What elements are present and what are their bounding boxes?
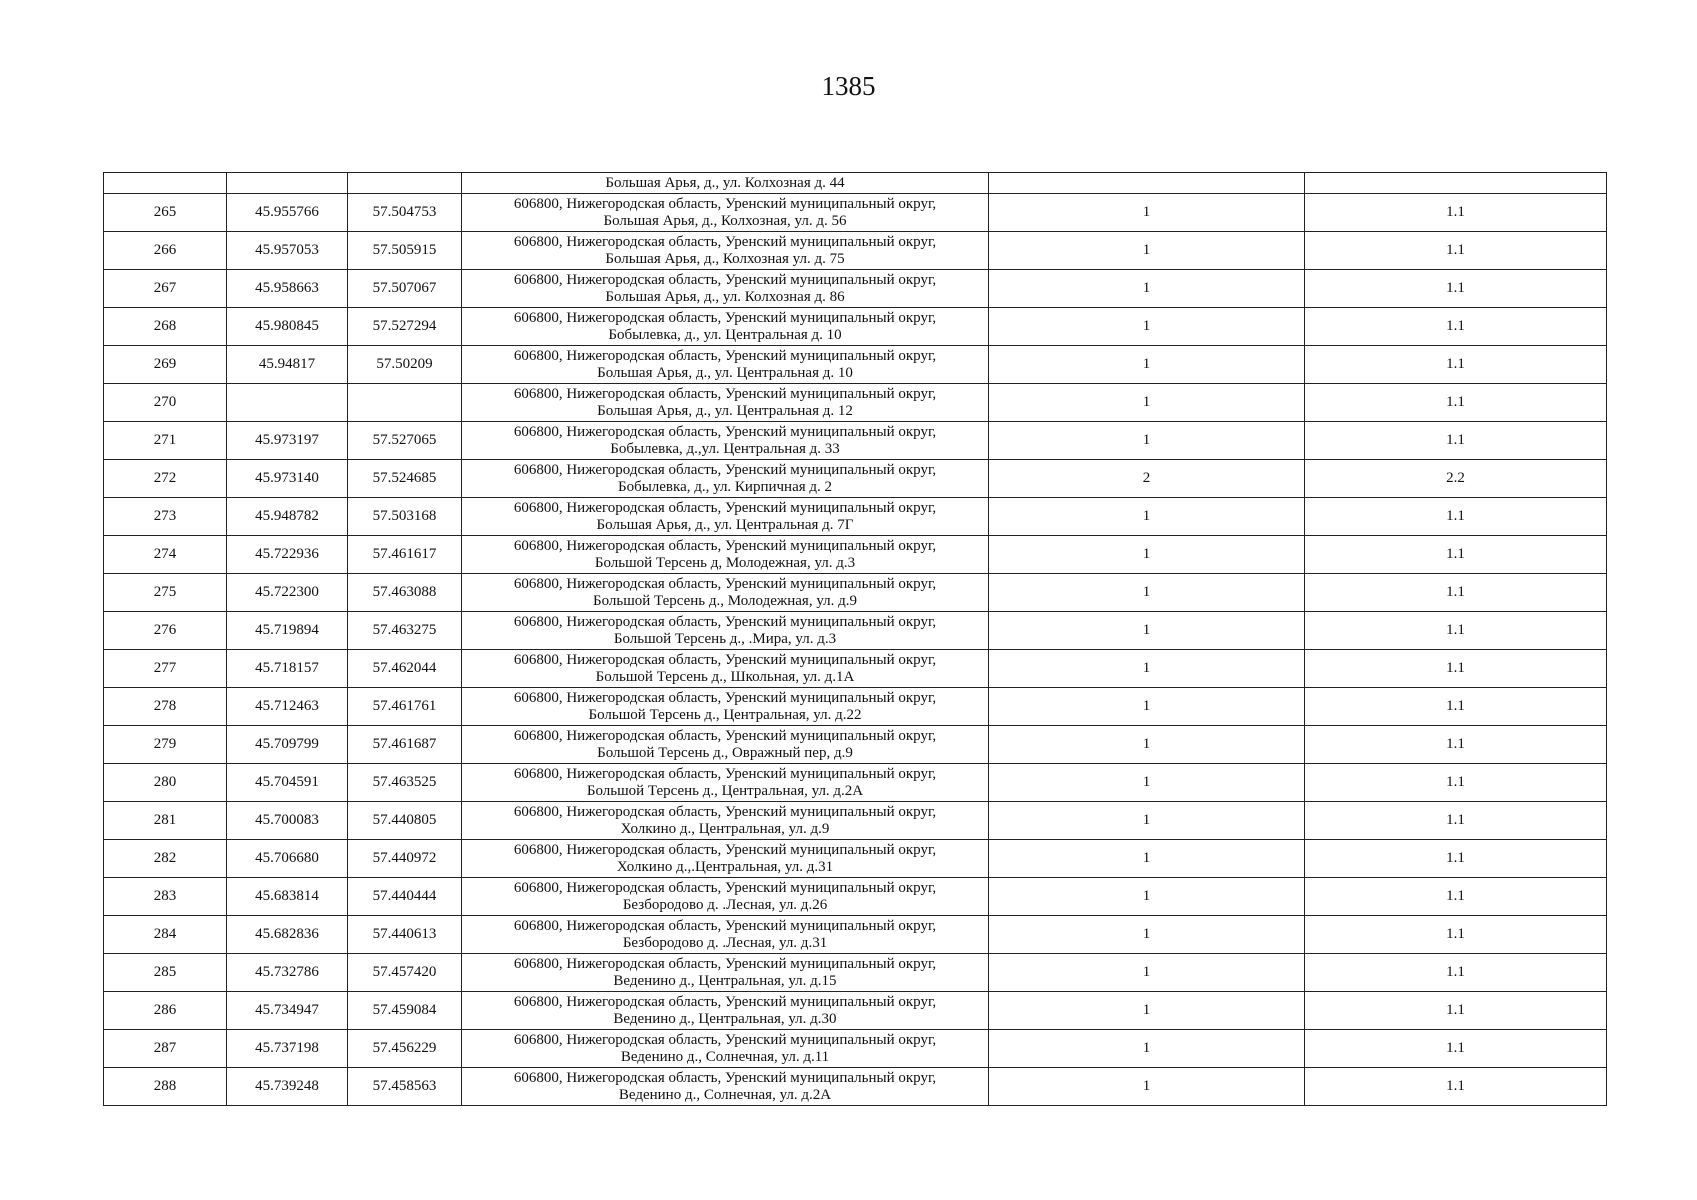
cell-container-volume: 1.1 bbox=[1305, 270, 1607, 308]
cell-address bbox=[462, 173, 989, 194]
address-line: Большая Арья, д., ул. Центральная д. 10 bbox=[597, 364, 853, 381]
cell-address bbox=[462, 194, 989, 232]
address-line: 606800, Нижегородская область, Уренский муниципальный округ, bbox=[513, 841, 937, 858]
cell-container-volume: 1.1 bbox=[1305, 232, 1607, 270]
cell-address bbox=[462, 574, 989, 612]
cell-container-count: 1 bbox=[989, 612, 1305, 650]
cell-latitude bbox=[348, 173, 462, 194]
cell-number: 285 bbox=[104, 954, 227, 992]
cell-latitude: 57.458563 bbox=[348, 1068, 462, 1106]
cell-container-count: 1 bbox=[989, 498, 1305, 536]
cell-longitude: 45.734947 bbox=[227, 992, 348, 1030]
cell-number bbox=[104, 173, 227, 194]
table-row bbox=[104, 650, 1607, 688]
cell-number: 279 bbox=[104, 726, 227, 764]
cell-container-volume bbox=[1305, 173, 1607, 194]
address-line: Веденино д., Центральная, ул. д.30 bbox=[613, 1010, 837, 1027]
cell-address bbox=[462, 460, 989, 498]
cell-container-count: 2 bbox=[989, 460, 1305, 498]
cell-container-volume: 1.1 bbox=[1305, 802, 1607, 840]
cell-longitude: 45.712463 bbox=[227, 688, 348, 726]
cell-number: 282 bbox=[104, 840, 227, 878]
address-line: Большой Терсень д., Овражный пер, д.9 bbox=[597, 744, 853, 761]
cell-latitude bbox=[348, 384, 462, 422]
cell-longitude: 45.706680 bbox=[227, 840, 348, 878]
cell-latitude: 57.461617 bbox=[348, 536, 462, 574]
cell-container-count bbox=[989, 173, 1305, 194]
cell-latitude: 57.440613 bbox=[348, 916, 462, 954]
cell-address bbox=[462, 688, 989, 726]
table-row bbox=[104, 384, 1607, 422]
cell-address bbox=[462, 536, 989, 574]
address-line: Большая Арья, д., ул. Колхозная д. 44 bbox=[605, 174, 845, 191]
address-line: 606800, Нижегородская область, Уренский муниципальный округ, bbox=[513, 499, 937, 516]
address-line: Безбородово д. .Лесная, ул. д.26 bbox=[622, 896, 828, 913]
address-line: 606800, Нижегородская область, Уренский муниципальный округ, bbox=[513, 461, 937, 478]
cell-number: 269 bbox=[104, 346, 227, 384]
cell-latitude: 57.527065 bbox=[348, 422, 462, 460]
registry-table bbox=[103, 172, 1607, 1106]
table-row bbox=[104, 536, 1607, 574]
cell-longitude: 45.94817 bbox=[227, 346, 348, 384]
table-row bbox=[104, 574, 1607, 612]
cell-number: 284 bbox=[104, 916, 227, 954]
cell-latitude: 57.505915 bbox=[348, 232, 462, 270]
address-line: 606800, Нижегородская область, Уренский муниципальный округ, bbox=[513, 917, 937, 934]
address-line: 606800, Нижегородская область, Уренский муниципальный округ, bbox=[513, 727, 937, 744]
cell-container-count: 1 bbox=[989, 384, 1305, 422]
cell-address bbox=[462, 650, 989, 688]
address-line: 606800, Нижегородская область, Уренский муниципальный округ, bbox=[513, 803, 937, 820]
address-line: 606800, Нижегородская область, Уренский муниципальный округ, bbox=[513, 1031, 937, 1048]
address-line: Большой Терсень д., Школьная, ул. д.1А bbox=[595, 668, 855, 685]
cell-longitude: 45.955766 bbox=[227, 194, 348, 232]
cell-container-volume: 1.1 bbox=[1305, 308, 1607, 346]
cell-container-volume: 1.1 bbox=[1305, 1030, 1607, 1068]
cell-latitude: 57.463525 bbox=[348, 764, 462, 802]
cell-number: 265 bbox=[104, 194, 227, 232]
cell-address bbox=[462, 1030, 989, 1068]
address-line: 606800, Нижегородская область, Уренский муниципальный округ, bbox=[513, 423, 937, 440]
cell-longitude: 45.957053 bbox=[227, 232, 348, 270]
cell-number: 277 bbox=[104, 650, 227, 688]
address-line: Веденино д., Солнечная, ул. д.11 bbox=[620, 1048, 830, 1065]
cell-longitude: 45.683814 bbox=[227, 878, 348, 916]
cell-number: 278 bbox=[104, 688, 227, 726]
cell-container-count: 1 bbox=[989, 726, 1305, 764]
cell-container-volume: 1.1 bbox=[1305, 574, 1607, 612]
table-row bbox=[104, 308, 1607, 346]
cell-number: 275 bbox=[104, 574, 227, 612]
table-row bbox=[104, 1068, 1607, 1106]
address-line: Бобылевка, д., ул. Центральная д. 10 bbox=[608, 326, 842, 343]
table-row bbox=[104, 422, 1607, 460]
table-row bbox=[104, 612, 1607, 650]
cell-address bbox=[462, 1068, 989, 1106]
cell-container-count: 1 bbox=[989, 1030, 1305, 1068]
cell-longitude: 45.737198 bbox=[227, 1030, 348, 1068]
address-line: Большой Терсень д., .Мира, ул. д.3 bbox=[613, 630, 837, 647]
cell-address bbox=[462, 916, 989, 954]
address-line: 606800, Нижегородская область, Уренский муниципальный округ, bbox=[513, 613, 937, 630]
cell-container-volume: 1.1 bbox=[1305, 346, 1607, 384]
cell-address bbox=[462, 840, 989, 878]
cell-container-volume: 1.1 bbox=[1305, 878, 1607, 916]
address-line: Бобылевка, д.,ул. Центральная д. 33 bbox=[610, 440, 840, 457]
address-line: Холкино д.,.Центральная, ул. д.31 bbox=[616, 858, 834, 875]
address-line: 606800, Нижегородская область, Уренский муниципальный округ, bbox=[513, 765, 937, 782]
cell-container-count: 1 bbox=[989, 232, 1305, 270]
cell-container-count: 1 bbox=[989, 688, 1305, 726]
address-line: 606800, Нижегородская область, Уренский муниципальный округ, bbox=[513, 233, 937, 250]
cell-number: 276 bbox=[104, 612, 227, 650]
table-row-continuation bbox=[104, 173, 1607, 194]
table-row bbox=[104, 840, 1607, 878]
address-line: 606800, Нижегородская область, Уренский муниципальный округ, bbox=[513, 955, 937, 972]
cell-latitude: 57.459084 bbox=[348, 992, 462, 1030]
table-row bbox=[104, 688, 1607, 726]
cell-longitude: 45.739248 bbox=[227, 1068, 348, 1106]
cell-number: 286 bbox=[104, 992, 227, 1030]
cell-number: 287 bbox=[104, 1030, 227, 1068]
cell-container-volume: 1.1 bbox=[1305, 992, 1607, 1030]
cell-longitude: 45.958663 bbox=[227, 270, 348, 308]
address-line: 606800, Нижегородская область, Уренский муниципальный округ, bbox=[513, 689, 937, 706]
address-line: 606800, Нижегородская область, Уренский муниципальный округ, bbox=[513, 309, 937, 326]
address-line: 606800, Нижегородская область, Уренский муниципальный округ, bbox=[513, 1069, 937, 1086]
cell-latitude: 57.507067 bbox=[348, 270, 462, 308]
cell-container-count: 1 bbox=[989, 270, 1305, 308]
cell-address bbox=[462, 992, 989, 1030]
cell-container-count: 1 bbox=[989, 308, 1305, 346]
address-line: Большой Терсень д, Молодежная, ул. д.3 bbox=[594, 554, 856, 571]
table-row bbox=[104, 992, 1607, 1030]
cell-address bbox=[462, 802, 989, 840]
address-line: Большая Арья, д., ул. Колхозная д. 86 bbox=[605, 288, 845, 305]
table-row bbox=[104, 270, 1607, 308]
cell-latitude: 57.463088 bbox=[348, 574, 462, 612]
cell-number: 270 bbox=[104, 384, 227, 422]
address-line: Холкино д., Центральная, ул. д.9 bbox=[620, 820, 830, 837]
cell-container-volume: 2.2 bbox=[1305, 460, 1607, 498]
cell-longitude bbox=[227, 384, 348, 422]
cell-address bbox=[462, 612, 989, 650]
cell-container-count: 1 bbox=[989, 840, 1305, 878]
cell-number: 267 bbox=[104, 270, 227, 308]
address-line: 606800, Нижегородская область, Уренский муниципальный округ, bbox=[513, 651, 937, 668]
cell-address bbox=[462, 422, 989, 460]
cell-address bbox=[462, 726, 989, 764]
cell-container-count: 1 bbox=[989, 954, 1305, 992]
address-line: Безбородово д. .Лесная, ул. д.31 bbox=[622, 934, 828, 951]
cell-container-count: 1 bbox=[989, 764, 1305, 802]
registry-table-body bbox=[104, 173, 1607, 1106]
cell-latitude: 57.461761 bbox=[348, 688, 462, 726]
cell-container-count: 1 bbox=[989, 802, 1305, 840]
table-row bbox=[104, 916, 1607, 954]
table-row bbox=[104, 194, 1607, 232]
address-line: Большой Терсень д., Центральная, ул. д.2А bbox=[586, 782, 864, 799]
cell-number: 266 bbox=[104, 232, 227, 270]
cell-address bbox=[462, 764, 989, 802]
cell-longitude: 45.709799 bbox=[227, 726, 348, 764]
cell-address bbox=[462, 308, 989, 346]
address-line: Большая Арья, д., ул. Центральная д. 7Г bbox=[596, 516, 854, 533]
cell-container-count: 1 bbox=[989, 878, 1305, 916]
cell-container-volume: 1.1 bbox=[1305, 1068, 1607, 1106]
cell-longitude: 45.973197 bbox=[227, 422, 348, 460]
cell-longitude bbox=[227, 173, 348, 194]
table-row bbox=[104, 460, 1607, 498]
cell-latitude: 57.457420 bbox=[348, 954, 462, 992]
address-line: 606800, Нижегородская область, Уренский муниципальный округ, bbox=[513, 385, 937, 402]
cell-latitude: 57.524685 bbox=[348, 460, 462, 498]
cell-latitude: 57.456229 bbox=[348, 1030, 462, 1068]
address-line: Бобылевка, д., ул. Кирпичная д. 2 bbox=[617, 478, 833, 495]
cell-number: 271 bbox=[104, 422, 227, 460]
cell-container-volume: 1.1 bbox=[1305, 536, 1607, 574]
table-row bbox=[104, 726, 1607, 764]
address-line: 606800, Нижегородская область, Уренский муниципальный округ, bbox=[513, 879, 937, 896]
table-row bbox=[104, 878, 1607, 916]
cell-number: 268 bbox=[104, 308, 227, 346]
cell-longitude: 45.682836 bbox=[227, 916, 348, 954]
cell-number: 288 bbox=[104, 1068, 227, 1106]
page-number: 1385 bbox=[821, 71, 876, 101]
cell-container-volume: 1.1 bbox=[1305, 650, 1607, 688]
cell-latitude: 57.503168 bbox=[348, 498, 462, 536]
cell-address bbox=[462, 498, 989, 536]
address-line: Большой Терсень д., Молодежная, ул. д.9 bbox=[592, 592, 858, 609]
cell-number: 272 bbox=[104, 460, 227, 498]
cell-number: 283 bbox=[104, 878, 227, 916]
cell-container-volume: 1.1 bbox=[1305, 612, 1607, 650]
cell-longitude: 45.700083 bbox=[227, 802, 348, 840]
address-line: Большой Терсень д., Центральная, ул. д.22 bbox=[588, 706, 862, 723]
cell-container-volume: 1.1 bbox=[1305, 384, 1607, 422]
cell-latitude: 57.440444 bbox=[348, 878, 462, 916]
cell-container-count: 1 bbox=[989, 1068, 1305, 1106]
table-row bbox=[104, 346, 1607, 384]
address-line: Веденино д., Солнечная, ул. д.2А bbox=[618, 1086, 832, 1103]
cell-container-count: 1 bbox=[989, 574, 1305, 612]
cell-container-count: 1 bbox=[989, 346, 1305, 384]
cell-address bbox=[462, 270, 989, 308]
address-line: 606800, Нижегородская область, Уренский муниципальный округ, bbox=[513, 347, 937, 364]
cell-address bbox=[462, 878, 989, 916]
address-line: 606800, Нижегородская область, Уренский муниципальный округ, bbox=[513, 993, 937, 1010]
cell-container-volume: 1.1 bbox=[1305, 954, 1607, 992]
cell-container-volume: 1.1 bbox=[1305, 498, 1607, 536]
cell-longitude: 45.718157 bbox=[227, 650, 348, 688]
address-line: Веденино д., Центральная, ул. д.15 bbox=[613, 972, 837, 989]
cell-latitude: 57.527294 bbox=[348, 308, 462, 346]
cell-longitude: 45.948782 bbox=[227, 498, 348, 536]
cell-longitude: 45.722936 bbox=[227, 536, 348, 574]
table-row bbox=[104, 954, 1607, 992]
table-row bbox=[104, 764, 1607, 802]
cell-number: 273 bbox=[104, 498, 227, 536]
cell-longitude: 45.719894 bbox=[227, 612, 348, 650]
cell-address bbox=[462, 232, 989, 270]
cell-address bbox=[462, 384, 989, 422]
cell-latitude: 57.463275 bbox=[348, 612, 462, 650]
cell-container-volume: 1.1 bbox=[1305, 840, 1607, 878]
cell-latitude: 57.461687 bbox=[348, 726, 462, 764]
table-row bbox=[104, 1030, 1607, 1068]
cell-container-count: 1 bbox=[989, 194, 1305, 232]
address-line: Большая Арья, д., Колхозная ул. д. 75 bbox=[605, 250, 845, 267]
cell-latitude: 57.504753 bbox=[348, 194, 462, 232]
cell-number: 280 bbox=[104, 764, 227, 802]
address-line: 606800, Нижегородская область, Уренский муниципальный округ, bbox=[513, 537, 937, 554]
cell-container-count: 1 bbox=[989, 992, 1305, 1030]
cell-container-count: 1 bbox=[989, 536, 1305, 574]
cell-container-count: 1 bbox=[989, 422, 1305, 460]
table-row bbox=[104, 232, 1607, 270]
cell-longitude: 45.973140 bbox=[227, 460, 348, 498]
cell-number: 274 bbox=[104, 536, 227, 574]
address-line: 606800, Нижегородская область, Уренский муниципальный округ, bbox=[513, 195, 937, 212]
address-line: 606800, Нижегородская область, Уренский муниципальный округ, bbox=[513, 271, 937, 288]
cell-longitude: 45.704591 bbox=[227, 764, 348, 802]
cell-container-volume: 1.1 bbox=[1305, 194, 1607, 232]
table-row bbox=[104, 802, 1607, 840]
cell-latitude: 57.440805 bbox=[348, 802, 462, 840]
cell-address bbox=[462, 954, 989, 992]
address-line: Большая Арья, д., ул. Центральная д. 12 bbox=[597, 402, 853, 419]
table-row bbox=[104, 498, 1607, 536]
address-line: 606800, Нижегородская область, Уренский муниципальный округ, bbox=[513, 575, 937, 592]
cell-address bbox=[462, 346, 989, 384]
cell-latitude: 57.50209 bbox=[348, 346, 462, 384]
cell-longitude: 45.980845 bbox=[227, 308, 348, 346]
cell-longitude: 45.722300 bbox=[227, 574, 348, 612]
cell-container-volume: 1.1 bbox=[1305, 916, 1607, 954]
cell-container-volume: 1.1 bbox=[1305, 422, 1607, 460]
cell-number: 281 bbox=[104, 802, 227, 840]
cell-longitude: 45.732786 bbox=[227, 954, 348, 992]
cell-latitude: 57.462044 bbox=[348, 650, 462, 688]
cell-latitude: 57.440972 bbox=[348, 840, 462, 878]
cell-container-count: 1 bbox=[989, 916, 1305, 954]
address-line: Большая Арья, д., Колхозная, ул. д. 56 bbox=[603, 212, 847, 229]
cell-container-volume: 1.1 bbox=[1305, 688, 1607, 726]
cell-container-volume: 1.1 bbox=[1305, 764, 1607, 802]
cell-container-volume: 1.1 bbox=[1305, 726, 1607, 764]
cell-container-count: 1 bbox=[989, 650, 1305, 688]
